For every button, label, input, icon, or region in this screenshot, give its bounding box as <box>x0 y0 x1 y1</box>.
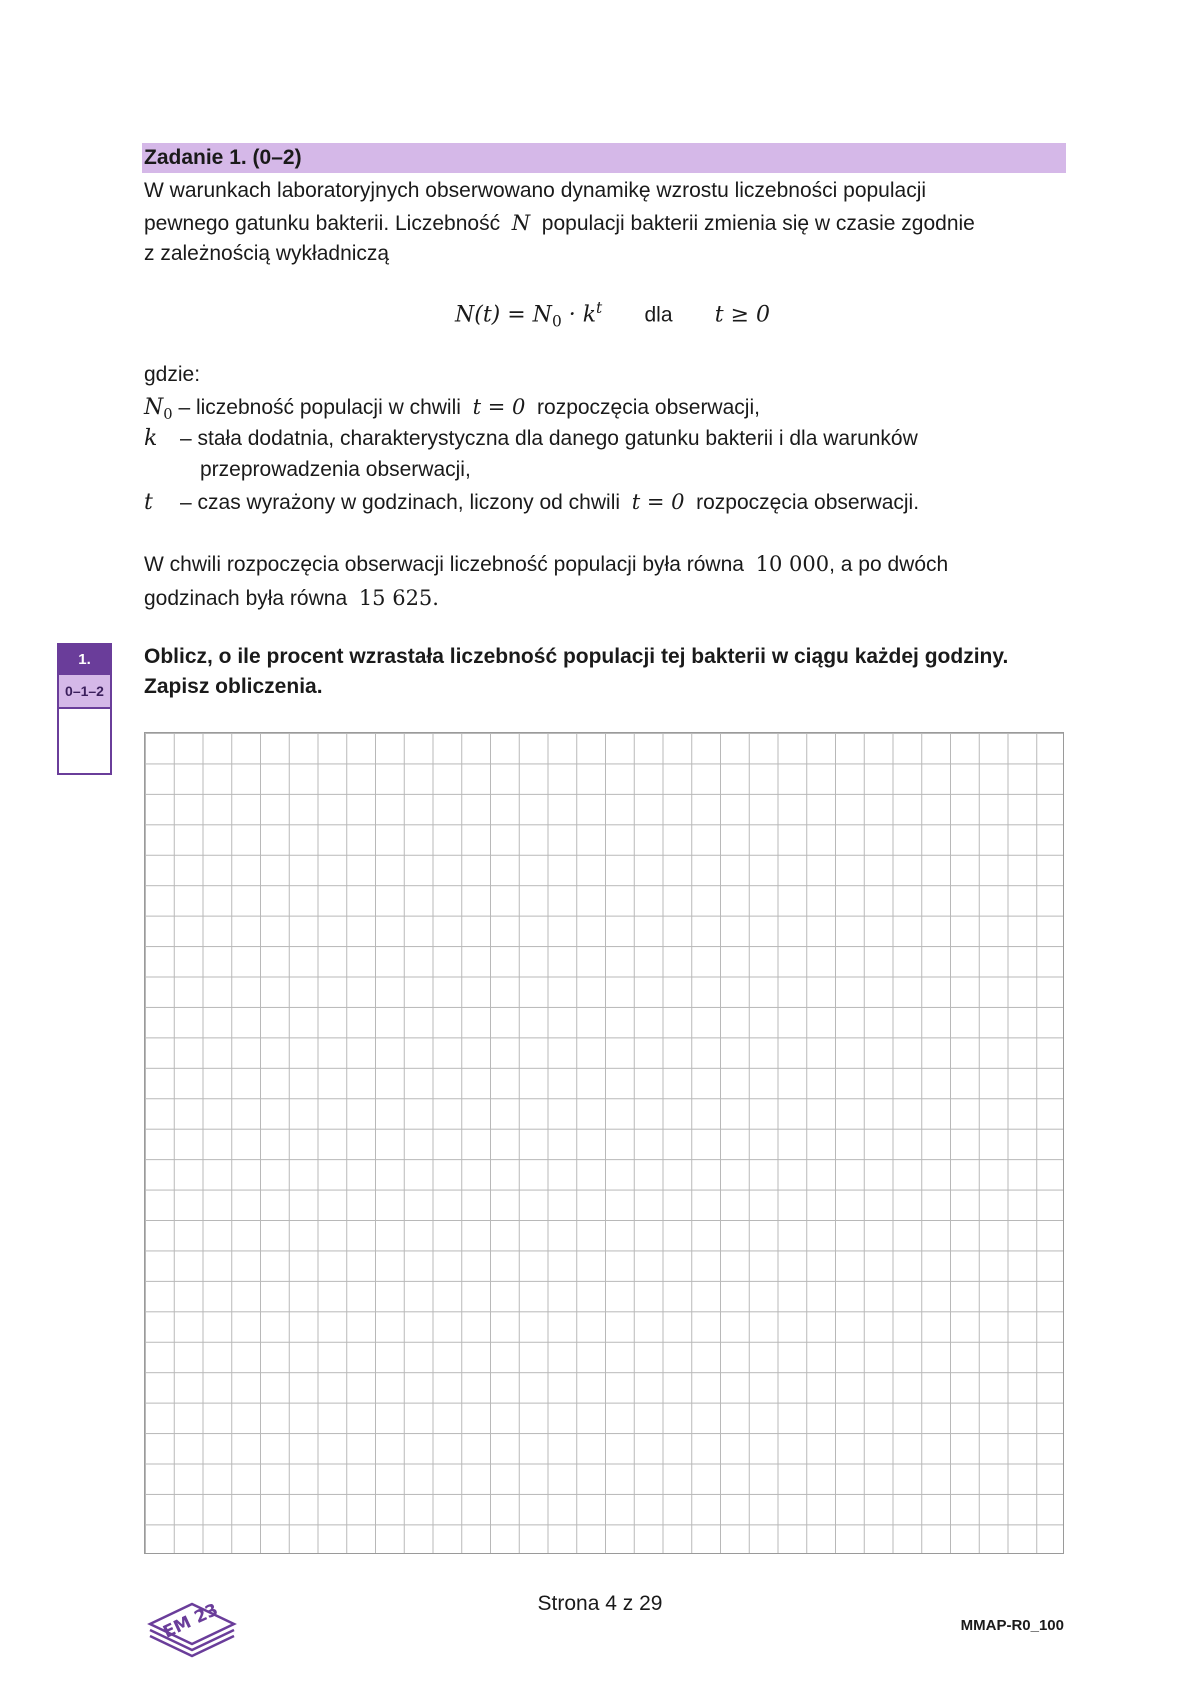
definition-k <box>144 425 918 453</box>
symbol-n0: N <box>144 395 164 420</box>
logo-text: EM 23 <box>160 1599 222 1643</box>
symbol-t: t <box>144 490 153 515</box>
answer-grid[interactable] <box>144 732 1064 1554</box>
data-line-2 <box>144 584 439 613</box>
math-t0: t = 0 <box>631 490 685 514</box>
intro-line-3: z zależnością wykładniczą <box>144 242 390 265</box>
value-end: 15 625. <box>358 586 439 610</box>
math-t0: t = 0 <box>472 395 526 419</box>
formula-condition: t ≥ 0 <box>714 302 771 328</box>
formula-k: · k <box>561 302 597 328</box>
definition-k-cont: przeprowadzenia obserwacji, <box>200 458 471 481</box>
page-number: Strona 4 z 29 <box>537 1592 663 1615</box>
task-number: 1. <box>59 645 110 675</box>
value-start: 10 000 <box>755 552 830 576</box>
exam-code: MMAP-R0_100 <box>960 1617 1064 1634</box>
formula-exponent: t <box>596 299 603 317</box>
task-header: Zadanie 1. (0–2) <box>142 143 1066 173</box>
data-text: , a po dwóch <box>829 553 949 576</box>
symbol-k: k <box>144 426 158 451</box>
definition-t <box>144 488 919 517</box>
intro-text: populacji bakterii zmienia się w czasie zgodnie <box>541 212 975 235</box>
definition-n0 <box>144 393 760 429</box>
score-entry-cell[interactable] <box>59 709 110 775</box>
intro-line-1: W warunkach laboratoryjnych obserwowano dynamikę wzrostu liczebności populacji <box>144 179 927 202</box>
intro-text: pewnego gatunku bakterii. Liczebność <box>144 212 501 235</box>
definition-text: – stała dodatnia, charakterystyczna dla danego gatunku bakterii i dla warunków <box>180 427 918 450</box>
intro-line-2 <box>144 209 975 238</box>
definitions-label: gdzie: <box>144 363 201 386</box>
question-line-1: Oblicz, o ile procent wzrastała liczebność populacji tej bakterii w ciągu każdej godziny. <box>144 645 1009 668</box>
formula-dla: dla <box>644 303 673 327</box>
data-text: godzinach była równa <box>144 587 348 610</box>
formula-lhs: N(t) = N <box>455 302 552 328</box>
symbol-n0-sub: 0 <box>163 406 173 424</box>
definition-text: – czas wyrażony w godzinach, liczony od chwili <box>180 491 621 514</box>
definition-text: rozpoczęcia obserwacji. <box>696 491 920 514</box>
main-formula <box>455 299 770 331</box>
variable-n: N <box>511 211 531 235</box>
definition-text: rozpoczęcia obserwacji, <box>537 396 760 419</box>
task-points: 0–1–2 <box>59 675 110 709</box>
data-line-1 <box>144 550 948 579</box>
formula-subscript: 0 <box>551 312 562 331</box>
score-box <box>57 643 112 775</box>
data-text: W chwili rozpoczęcia obserwacji liczebność populacji była równa <box>144 553 744 576</box>
definition-text: – liczebność populacji w chwili <box>178 396 461 419</box>
question-line-2: Zapisz obliczenia. <box>144 675 323 698</box>
